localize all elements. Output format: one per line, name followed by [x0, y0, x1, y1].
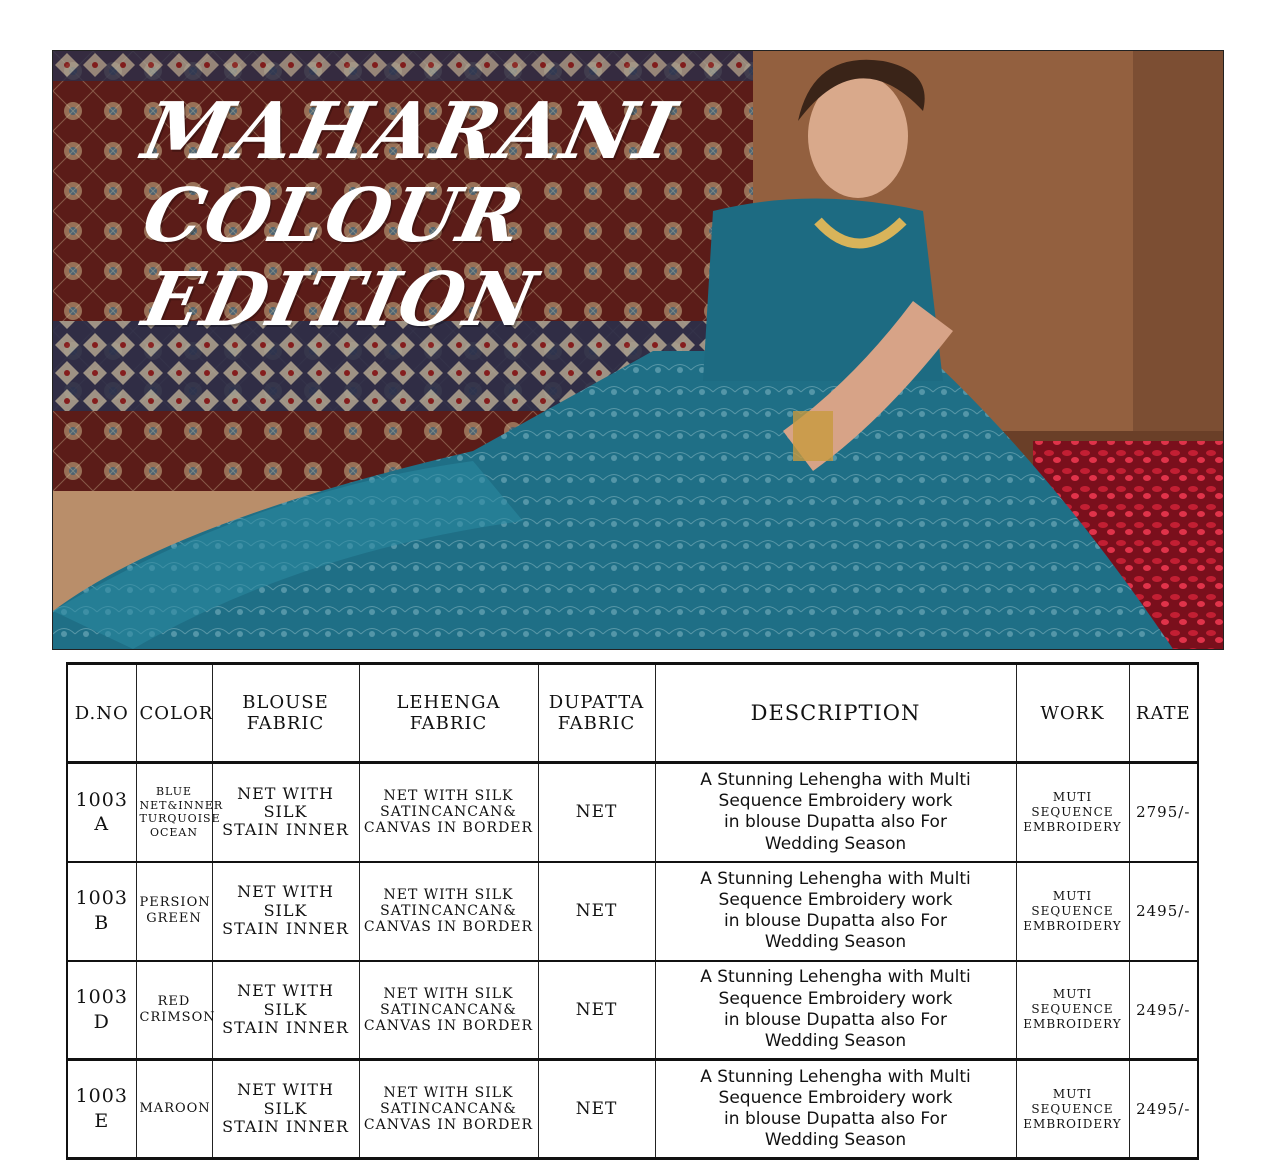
cell-lehenga-fabric: NET WITH SILK SATINCANCAN& CANVAS IN BORDER — [359, 1060, 538, 1159]
table-header-row — [67, 664, 1198, 763]
header-lehenga-fabric: LEHENGA FABRIC — [359, 664, 538, 763]
cell-dupatta-fabric: NET — [538, 1060, 655, 1159]
cell-work: MUTI SEQUENCE EMBROIDERY — [1016, 1060, 1129, 1159]
cell-dno: 1003 B — [67, 862, 136, 961]
title-line-1: MAHARANI — [135, 86, 685, 177]
cell-lehenga-fabric: NET WITH SILK SATINCANCAN& CANVAS IN BORDER — [359, 763, 538, 862]
header-work: WORK — [1016, 664, 1129, 763]
header-dno: D.NO — [67, 664, 136, 763]
cell-dupatta-fabric: NET — [538, 862, 655, 961]
hero-photo — [52, 50, 1224, 650]
table-row — [67, 961, 1198, 1060]
cell-dno: 1003 E — [67, 1060, 136, 1159]
cell-rate: 2495/- — [1129, 1060, 1198, 1159]
cell-blouse-fabric: NET WITH SILK STAIN INNER — [212, 763, 359, 862]
cell-blouse-fabric: NET WITH SILK STAIN INNER — [212, 862, 359, 961]
cell-lehenga-fabric: NET WITH SILK SATINCANCAN& CANVAS IN BORDER — [359, 961, 538, 1060]
cell-work: MUTI SEQUENCE EMBROIDERY — [1016, 763, 1129, 862]
cell-dupatta-fabric: NET — [538, 961, 655, 1060]
cell-description: A Stunning Lehengha with Multi Sequence Embroidery work in blouse Dupatta also For Wedding Season — [655, 763, 1016, 862]
cell-dupatta-fabric: NET — [538, 763, 655, 862]
table-row — [67, 763, 1198, 862]
header-description: DESCRIPTION — [655, 664, 1016, 763]
table-row — [67, 1060, 1198, 1159]
cell-dno: 1003 A — [67, 763, 136, 862]
cell-blouse-fabric: NET WITH SILK STAIN INNER — [212, 961, 359, 1060]
cell-color: RED CRIMSON — [136, 961, 212, 1060]
cell-color: PERSION GREEN — [136, 862, 212, 961]
product-spec-table — [66, 662, 1199, 1160]
cell-rate: 2795/- — [1129, 763, 1198, 862]
header-dupatta-fabric: DUPATTA FABRIC — [538, 664, 655, 763]
cell-description: A Stunning Lehengha with Multi Sequence Embroidery work in blouse Dupatta also For Wedding Season — [655, 1060, 1016, 1159]
header-blouse-fabric: BLOUSE FABRIC — [212, 664, 359, 763]
cell-lehenga-fabric: NET WITH SILK SATINCANCAN& CANVAS IN BORDER — [359, 862, 538, 961]
cell-blouse-fabric: NET WITH SILK STAIN INNER — [212, 1060, 359, 1159]
title-line-3: EDITION — [135, 257, 546, 343]
cell-description: A Stunning Lehengha with Multi Sequence Embroidery work in blouse Dupatta also For Wedding Season — [655, 862, 1016, 961]
cell-work: MUTI SEQUENCE EMBROIDERY — [1016, 961, 1129, 1060]
cell-work: MUTI SEQUENCE EMBROIDERY — [1016, 862, 1129, 961]
cell-color: MAROON — [136, 1060, 212, 1159]
table-row — [67, 862, 1198, 961]
cell-color: BLUE NET&INNER TURQUOISE OCEAN — [136, 763, 212, 862]
header-rate: RATE — [1129, 664, 1198, 763]
cell-rate: 2495/- — [1129, 862, 1198, 961]
title-line-2: COLOUR — [135, 173, 533, 259]
cell-description: A Stunning Lehengha with Multi Sequence Embroidery work in blouse Dupatta also For Wedding Season — [655, 961, 1016, 1060]
cell-rate: 2495/- — [1129, 961, 1198, 1060]
cell-dno: 1003 D — [67, 961, 136, 1060]
header-color: COLOR — [136, 664, 212, 763]
